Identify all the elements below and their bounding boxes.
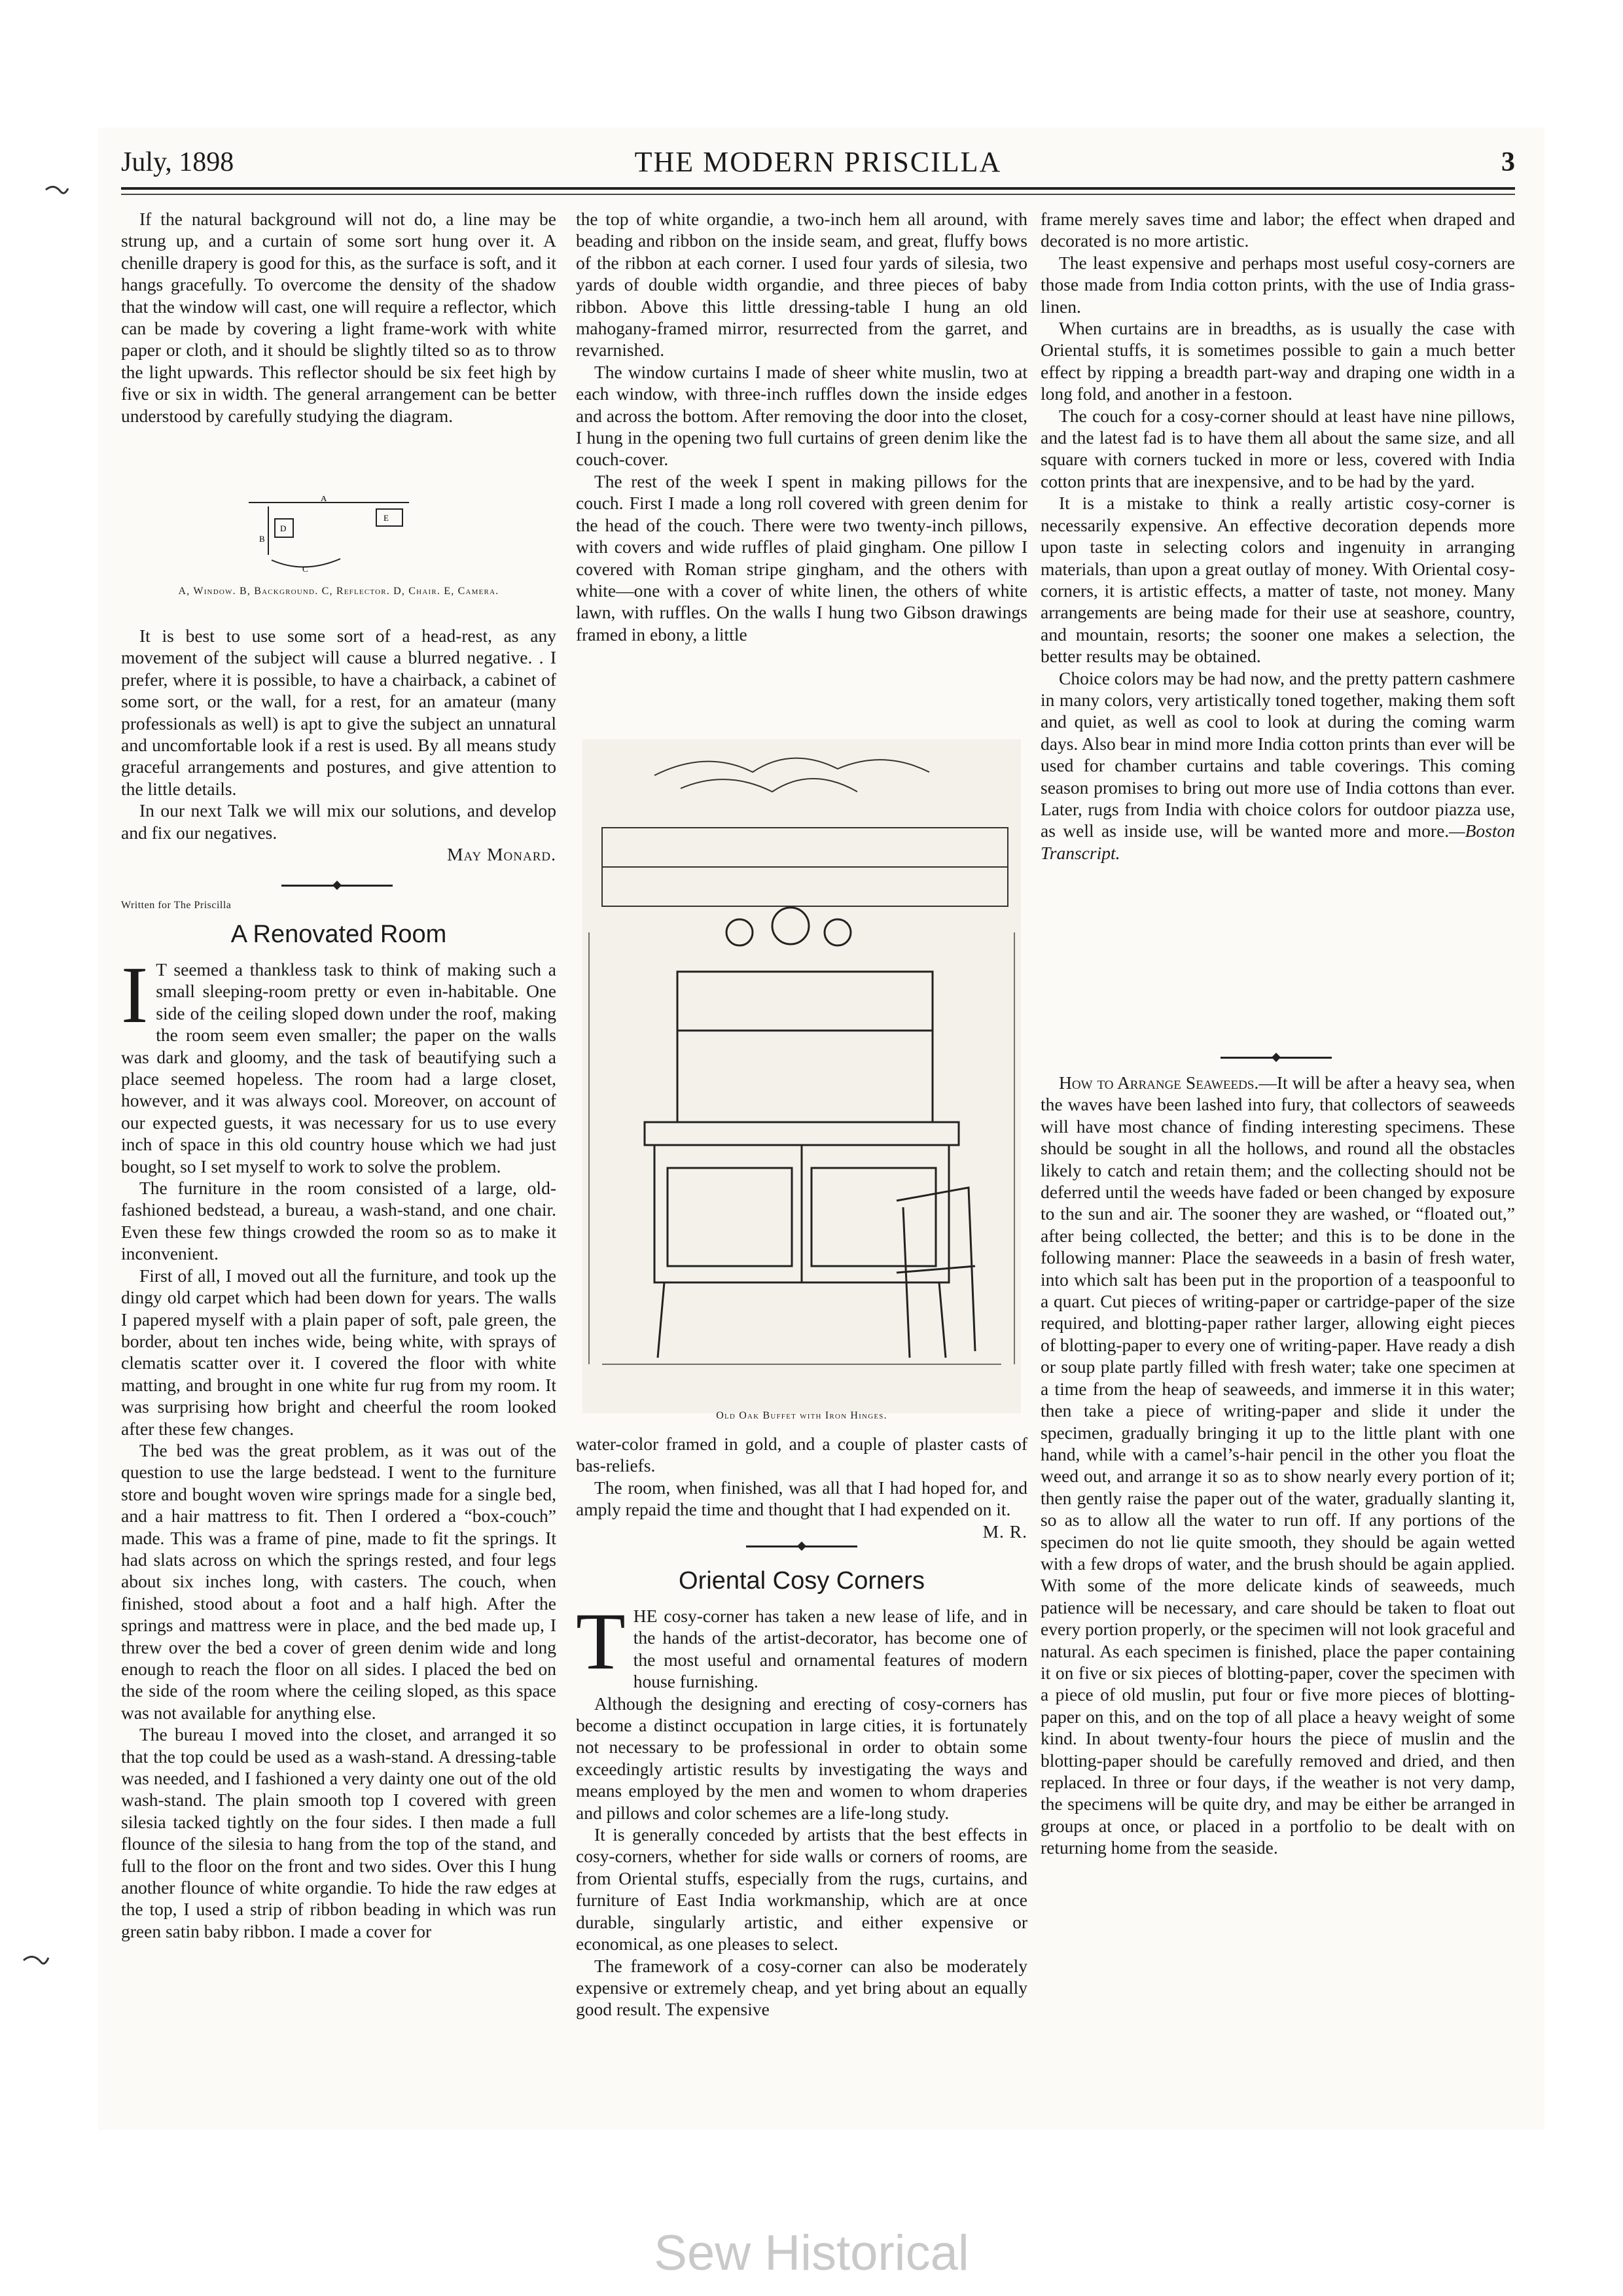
next-talk-paragraph: In our next Talk we will mix our solutions, and develop and fix our negatives. [121, 800, 556, 843]
article-title-oriental-cosy-corners: Oriental Cosy Corners [679, 1567, 925, 1595]
first-of-all-paragraph: First of all, I moved out all the furniture, and took up the dingy old carpet which had been down for years. The walls I papered myself with a plain paper of soft, pale green, the border, about ten inches wide, being white, with sprays of clematis scatter over it. I covered the floor with white matting, and brought in one white fur rug from my room. It was surprising how bright and cheerful the room looked after these few changes. [121, 1265, 556, 1439]
least-expensive-paragraph: The least expensive and perhaps most useful cosy-corners are those made from India cotton prints, with the use of India grass-linen. [1041, 252, 1515, 317]
written-for-note: Written for The Priscilla [121, 900, 232, 911]
buffet-background [582, 739, 1021, 1413]
diagram-label-a: A [321, 496, 327, 503]
choice-colors-paragraph: Choice colors may be had now, and the pretty pattern cashmere in many colors, very artistically toned together, making them soft and quiet, as well as cool to look at during the coming warm days. Also bear in mind more India cotton prints than ever will be used for chamber curtains and table coverings. This coming season promises to bring out more use of India cottons than ever. Later, rugs from India with choice colors for outdoor piazza use, as well as inside use, will be wanted more and more. [1041, 667, 1515, 841]
renovated-room-conclusion [576, 1433, 1027, 1542]
diagram-caption: A, Window. B, Background. C, Reflector. D, Chair. E, Camera. [178, 586, 499, 597]
breadths-paragraph: When curtains are in breadths, as is usually the case with Oriental stuffs, it is sometimes possible to gain a much better effect by ripping a breadth part-way and draping one width in a long fold, and another in a festoon. [1041, 318, 1515, 404]
author-initials: M. R. [982, 1521, 1027, 1542]
magazine-title: THE MODERN PRISCILLA [634, 146, 1002, 178]
renovated-lead: T seemed a thankless task to think of making such a small sleeping-room pretty or even in-habitable. One side of the ceiling sloped down under the roof, making the room seem even smaller; the paper on the walls was dark and gloomy, and the task of beautifying such a place seemed hopeless. The room had a large closet, however, and it was always cool. Moreover, on account of our expected guests, it was necessary for us to use every inch of space in this old country house which we had just bought, so I set myself to work to solve the problem. [121, 959, 556, 1176]
window-curtains-paragraph: The window curtains I made of sheer white muslin, two at each window, with three-inch ruffles down the inside edges and across the bottom. After removing the door into the closet, I hung in the opening two full curtains of green denim like the couch-cover. [576, 361, 1027, 470]
photo-intro [121, 208, 556, 427]
dropcap-t: T [576, 1597, 626, 1686]
mistake-paragraph: It is a mistake to think a really artistic cosy-corner is necessarily expensive. An effective decoration depends more upon taste in selecting colors and ingenuity in arranging materials, than upon a great outlay of money. With Oriental cosy-corners, it is artistic effects, a matter of taste, not money. Many arrangements are being made for their use at seashore, country, and mountain, resorts; the sooner one makes a selection, the better results may be obtained. [1041, 493, 1515, 667]
source-attribution: —Boston Transcript. [1041, 821, 1515, 863]
diagram-camera-box [376, 509, 402, 526]
seaweeds-paragraph: —It will be after a heavy sea, when the waves have been lashed into fury, that collectors of seaweeds will have most chance of finding interesting specimens. These should be sought in all the hollows, and round all the obstacles likely to catch and retain them; and the collecting should not be deferred until the weeds have faded or been changed by exposure to the sun and air. The sooner they are washed, or “floated out,” after being collected, the better; and this is to be done in the following manner: Place the seaweeds in a basin of fresh water, into which salt has been put in the proportion of a teaspoonful to a quart. Cut pieces of writing-paper or cartridge-paper of the size required, and blotting-paper rather larger, allowing eight pieces of blotting-paper to every one of writing-paper. Have ready a dish or soup plate partly filled with fresh water; take one specimen at a time from the heap of seaweeds, and immerse it in this water; then take a piece of writing-paper and slide it under the specimen, gradually bringing it up to the little plant with one hand, while with a camel’s-hair pencil in the other you float the weed out, and arrange it so as to show nearly every portion of it; then gently raise the paper out of the water, gradually slanting it, so as to allow all the water to run off. If any portions of the specimen do not lie quite smooth, they should be again wetted with a few drops of water, and the brush should be again applied. With some of the more delicate kinds of seaweeds, much patience will be necessary, and care should be taken to float out every portion properly, or the specimen will not look graceful and natural. As each specimen is finished, place the paper containing it on five or six pieces of blotting-paper, cover the specimen with a piece of old muslin, put four or five more pieces of blotting-paper on this, and on the top of all place a heavy weight of some kind. In about twenty-four hours the piece of muslin and the blotting-paper should be carefully removed and dried, and then replaced. In three or four days, if the weather is not very damp, the specimens will be quite dry, and may be either be arranged in groups at once, or placed in a portfolio to be dealt with on returning home from the seaside. [1041, 1072, 1515, 1858]
bureau-paragraph: The bureau I moved into the closet, and arranged it so that the top could be used as a wash-stand. A dressing-table was needed, and I fashioned a very dainty one out of the old wash-stand. The plain smooth top I covered with green silesia tacked tightly on the four sides. I then made a full flounce of the silesia to hang from the top of the stand, and full to the floor on the front and two sides. Over this I hung another flounce of white organdie. To hide the raw edges at the top, I used a strip of ribbon beading in which was run green satin baby ribbon. I made a cover for [121, 1724, 556, 1941]
header-rule-thin [121, 194, 1515, 195]
diagram-label-c: C [302, 564, 308, 574]
bed-problem-paragraph: The bed was the great problem, as it was out of the question to use the large bedstead. I went to the furniture store and bought woven wire springs made for a single bed, and a hair mattress to fit. Then I ordered a “box-couch” made. This was a frame of pine, made to fit the springs. It had slats across on which the springs rested, and four legs about six inches long, with casters. The couch, when finished, stood about a foot and a half high. After the springs and mattress were in place, and the bed made up, I threw over the bed a cover of green denim wide and long enough to reach the floor on all sides. I placed the bed on the side of the room where the ceiling sloped, as this space was not available for anything else. [121, 1439, 556, 1723]
dropcap-i: I [121, 950, 149, 1040]
seaweeds-heading: How to Arrange Seaweeds. [1059, 1072, 1259, 1093]
diagram-label-d: D [280, 523, 287, 533]
watercolor-paragraph: water-color framed in gold, and a couple of plaster casts of bas-reliefs. [576, 1434, 1027, 1476]
intro-paragraph: If the natural background will not do, a line may be strung up, and a curtain of some sort hung over it. A chenille drapery is good for this, as the surface is soft, and it hangs gracefully. To overcome the density of the shadow that the window will cast, one will require a reflector, which can be made by covering a light frame-work with white paper or cloth, and it should be slightly tilted so as to throw the light upwards. This reflector should be six feet high by five or six in width. The general arrangement can be better understood by carefully studying the diagram. [121, 209, 556, 426]
pillows-paragraph: The rest of the week I spent in making pillows for the couch. First I made a long roll covered with green denim for the head of the couch. There were two twenty-inch pillows, with covers and wide ruffles of plaid gingham. One pillow I covered with Roman stripe gingham, and the others with white—one with a cover of white linen, the others of white lawn, with ruffles. On the walls I hung two Gibson drawings framed in ebony, a little [576, 470, 1027, 645]
finished-paragraph: The room, when finished, was all that I had hoped for, and amply repaid the time and thought that I had expended on it. [576, 1477, 1027, 1520]
cosy-corners-body [576, 1597, 1027, 2021]
scan-mark-bottom-left [21, 1950, 51, 1972]
header-rule-thick [121, 187, 1515, 190]
section-divider-3 [1221, 1057, 1332, 1059]
furniture-paragraph: The furniture in the room consisted of a large, old-fashioned bedstead, a bureau, a wash-stand, and one chair. Even these few things crowded the room so as to make it inconvenient. [121, 1178, 556, 1264]
headrest-paragraph: It is best to use some sort of a head-rest, as any movement of the subject will cause a blurred negative. . I prefer, where it is possible, to have a chairback, a cabinet of some sort, or the wall, for a rest, for an amateur (many professionals as well) is apt to give the subject an unnatural and uncomfortable look if a rest is used. By all means study graceful arrangements and postures, and give attention to the little details. [121, 626, 556, 799]
issue-date: July, 1898 [121, 147, 234, 177]
section-divider [281, 885, 393, 887]
conceded-paragraph: It is generally conceded by artists that the best effects in cosy-corners, whether for side walls or corners of rooms, are from Oriental stuffs, especially from the rugs, curtains, and furniture of East India workmanship, which are at once durable, singularly artistic, and either expensive or economical, as one pleases to select. [576, 1824, 1027, 1954]
section-divider-2 [746, 1545, 857, 1547]
couch-paragraph: The couch for a cosy-corner should at least have nine pillows, and the latest fad is to have them all about the same size, and all square with corners tucked in more or less, covered with India cotton prints that are inexpensive, and to be had by the yard. [1041, 405, 1515, 491]
article-title-renovated-room: A Renovated Room [230, 921, 447, 948]
framework-paragraph: The framework of a cosy-corner can also be moderately expensive or extremely cheap, and yet bring about an equally good result. The expensive [576, 1955, 1027, 2020]
diagram-label-b: B [259, 534, 265, 544]
frame-paragraph: frame merely saves time and labor; the effect when draped and decorated is no more artistic. [1041, 209, 1515, 251]
headrest-section [121, 625, 556, 865]
continued-paragraph: the top of white organdie, a two-inch hem all around, with beading and ribbon on the inside seam, and great, fluffy bows of the ribbon at each corner. I used four yards of silesia, two yards of double width organdie, and three pieces of baby ribbon. Above this little dressing-table I hung an old mahogany-framed mirror, resurrected from the garret, and revarnished. [576, 209, 1027, 361]
watermark: Sew Historical [654, 2225, 969, 2281]
scan-mark-top-left [45, 182, 71, 202]
buffet-caption: Old Oak Buffet with Iron Hinges. [716, 1410, 887, 1421]
seaweeds-section [1041, 1072, 1515, 1859]
buffet-illustration [576, 736, 1027, 1430]
studio-diagram [242, 496, 419, 574]
page-header [121, 141, 1515, 184]
page-number: 3 [1501, 147, 1515, 177]
cosy-lead: HE cosy-corner has taken a new lease of life, and in the hands of the artist-decorator, has become one of the most useful and ornamental features of modern house furnishing. [633, 1606, 1027, 1692]
designing-paragraph: Although the designing and erecting of cosy-corners has become a distinct occupation in large cities, it is fortunately not necessary to be professional in order to obtain some exceedingly artistic results by investigating the ways and means employed by the men and women to whom draperies and pillows and color schemes are a life-long study. [576, 1693, 1027, 1823]
renovated-room-continued [576, 208, 1027, 645]
diagram-label-e: E [383, 513, 389, 523]
renovated-room-body [121, 950, 556, 1942]
cosy-corners-continued [1041, 208, 1515, 864]
author-signature: May Monard. [447, 844, 556, 865]
